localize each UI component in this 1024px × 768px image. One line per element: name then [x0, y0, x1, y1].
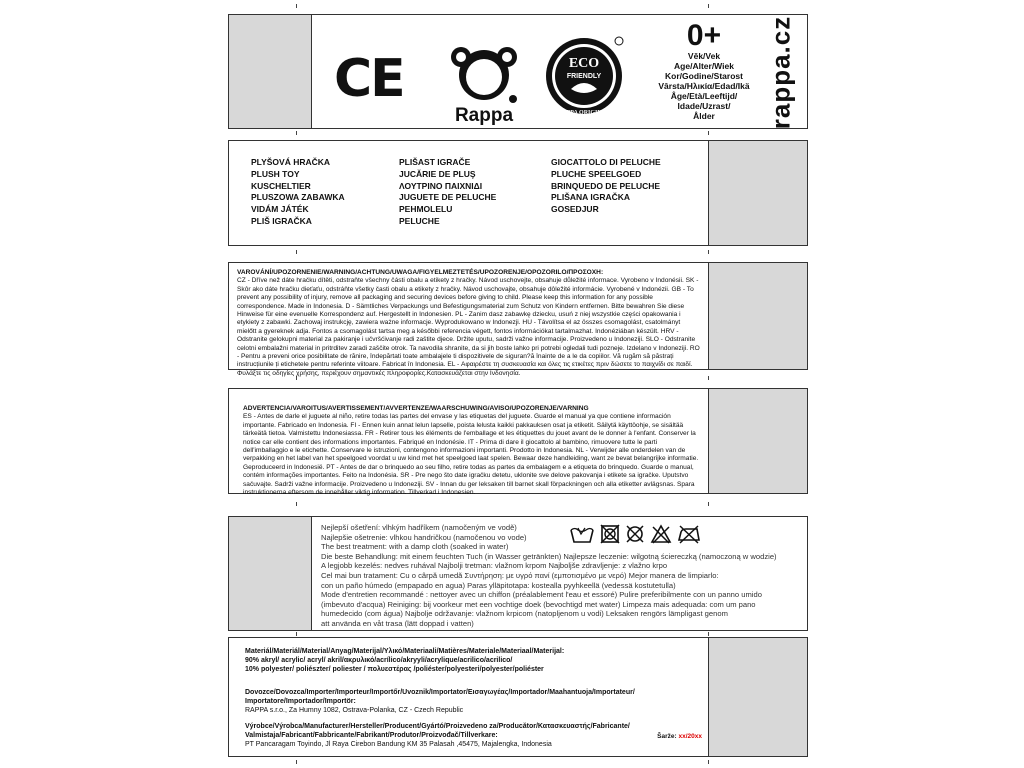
product-name-column	[251, 157, 345, 228]
product-name: PLIŠAST IGRAČE	[399, 157, 471, 167]
cut-mark	[708, 502, 709, 506]
friendly-text: FRIENDLY	[566, 73, 602, 80]
product-name: PLIŠ IGRAČKA	[251, 215, 312, 226]
rappa-original-text: RAPPA ORIGINAL	[557, 110, 611, 116]
batch-label: Šarže:	[657, 733, 677, 740]
ce-mark: CE	[334, 49, 404, 109]
cut-mark	[296, 632, 297, 636]
product-name: KUSCHELTIER	[251, 180, 311, 191]
age-label: Idade/Uzrast/	[677, 101, 731, 111]
cut-mark	[296, 502, 297, 506]
website-vertical	[757, 15, 805, 130]
producer-heading: Valmistaja/Fabricant/Fabbricante/Fabrikant/Produtor/Proizvođač/Tillverkare:	[245, 732, 498, 740]
cut-mark	[708, 131, 709, 135]
product-name: PELUCHE	[399, 215, 440, 226]
warning-text-block	[237, 269, 701, 378]
product-name: BRINQUEDO DE PELUCHE	[551, 180, 661, 191]
batch-value: xx/20xx	[678, 733, 702, 740]
product-name: JUGUETE DE PELUCHE	[399, 192, 497, 203]
rappa-bear-logo	[439, 37, 529, 127]
cut-mark	[708, 250, 709, 254]
importer-address: RAPPA s.r.o., Za Humny 1082, Ostrava-Polanka, CZ - Czech Republic	[245, 706, 464, 714]
producer-heading: Výrobce/Výrobca/Manufacturer/Hersteller/Producent/Gyártó/Proizvedeno za/Producător/Κατασκευαστής/Fabricante/	[245, 723, 630, 731]
care-line: (imbevuto d'acqua) Reiniging: bij voorkeur met een vochtige doek (bevochtigd met water) Limpeza mais adequada: com um pano	[321, 599, 756, 609]
cut-mark	[708, 4, 709, 8]
care-line: Mode d'entretien recommandé : nettoyer avec un chiffon (préalablement l'eau et essoré) Pulire preferibilmente con un panno umido	[321, 590, 762, 600]
care-line: Cel mai bun tratament: Cu o cârpă umedă Συντήρηση: με υγρό πανί (εμποτισμένο με νερό) Mejor manera de limpiarlo:	[321, 570, 719, 580]
product-name: GOSEDJUR	[551, 204, 599, 215]
product-name: PLIŠANA IGRAČKA	[551, 192, 631, 203]
product-name: ΛΟΥΤΡΙΝΟ ΠΑΙΧΝΙΔΙ	[399, 180, 483, 191]
gray-panel	[708, 263, 807, 369]
material-composition: 90% akryl/ acrylic/ acryl/ akril/ακρυλικό/acrílico/akryyli/acrylique/acrilico/acrilico/	[245, 656, 513, 664]
label-strip-care	[228, 516, 808, 631]
producer-address: PT Pancaragam Toyindo, Jl Raya Cirebon Bandung KM 35 Palasah ,45475, Majalengka, Indonesia	[245, 741, 552, 749]
warning-text-block	[243, 405, 703, 497]
care-line: Najlepšie ošetrenie: vlhkou handričkou (namočenou vo vode)	[321, 532, 527, 542]
product-name: PLUSH TOY	[251, 168, 300, 179]
age-label: Kor/Godine/Starost	[665, 71, 743, 81]
product-name: PLUSZOWA ZABAWKA	[251, 192, 345, 203]
material-heading: Materiál/Materiál/Material/Anyag/Materijal/Υλικό/Materiaali/Matières/Materiale/Materiaal/Materijal:	[245, 648, 565, 655]
care-line: con un paño húmedo (empapado en agua) Paras ylläpitotapa: kostealla pyyhkeellä (vedessä kostutetulla)	[321, 580, 676, 590]
age-label: Age/Alter/Wiek	[674, 61, 734, 71]
age-label: Ålder	[693, 111, 715, 121]
cut-mark	[296, 131, 297, 135]
material-composition: 10% polyester/ poliészter/ poliester / πολυεστέρας /poliéster/polyesteri/polyester/poliéster	[245, 665, 544, 673]
product-name: GIOCATTOLO DI PELUCHE	[551, 157, 661, 167]
age-block	[649, 21, 759, 121]
age-label: Věk/Vek	[687, 51, 721, 61]
age-value: 0+	[686, 19, 722, 52]
product-name: VIDÁM JÁTÉK	[251, 204, 309, 215]
care-line: Nejlepší ošetření: vlhkým hadříkem (namočeným ve vodě)	[321, 523, 517, 532]
cut-mark	[708, 760, 709, 764]
product-name-column	[399, 157, 496, 228]
website-text: rappa.cz	[765, 15, 796, 130]
care-line: The best treatment: with a damp cloth (soaked in water)	[321, 542, 509, 552]
care-line: A legjobb kezelés: nedves ruhával Najbolji tretman: vlažnom krpom Najboljše zdravljenje: z vlažno krpo	[321, 561, 668, 571]
gray-panel	[708, 389, 807, 493]
age-label: Vârsta/Ηλικία/Edad/Ikä	[658, 81, 750, 91]
care-line: att använda en våt trasa (lätt doppad i vatten)	[321, 618, 474, 628]
brand-name: Rappa	[454, 105, 514, 126]
cut-mark	[708, 632, 709, 636]
cut-mark	[296, 4, 297, 8]
product-name: PEHMOLELU	[399, 204, 453, 215]
care-line: humedecido (com água) Najbolje održavanje: vlažnom krpicom (natopljenom u vodi) Leksaken rengörs lämpligast genom	[321, 609, 728, 619]
importer-heading: Dovozce/Dovozca/Importer/Importeur/Importőr/Uvoznik/Importator/Εισαγωγέας/Importador/Maahantuoja/Importateur/	[245, 688, 635, 696]
label-strip-material	[228, 637, 808, 757]
product-name: PLUCHE SPEELGOED	[551, 168, 642, 179]
product-name: PLYŠOVÁ HRAČKA	[251, 157, 331, 167]
label-strip-warning-2	[228, 388, 808, 497]
product-name-column	[551, 157, 661, 216]
cut-mark	[296, 250, 297, 254]
material-text-block	[245, 648, 699, 750]
label-strip-warning	[228, 262, 808, 377]
label-strip-product-names	[228, 140, 808, 246]
product-name: JUCĂRIE DE PLUŞ	[399, 168, 476, 179]
age-label: Âge/Età/Leeftijd/	[670, 91, 738, 101]
warning-heading: VAROVÁNÍ/UPOZORNENIE/WARNING/ACHTUNG/UWAGA/FIGYELMEZTETÉS/UPOZORENJE/OPOZORILO/ΠΡΟΣΟΧΗ:	[237, 269, 604, 276]
batch-number	[657, 733, 702, 740]
warning-text: ES - Antes de darle el juguete al niño, retire todas las partes del envase y las etiquetas del juguete. Guarde el manual ya que contiene información importante. Fabricado en Indonesia. FI - Ennen kuin annat lelun lapselle, poista lelusta kaikki pakkauksen osat ja etiketit. Säilytä käyttöohje, se sisältää tärkeätä tietoa. Valmistettu Indonesiassa. FR - Retirer tous les éléments de l'emballage et les étiquettes du jouet avant de le donner à l'enfant. Conserver la notice car elle contient des informations importantes. Fabriqué en Indonésie. IT - Prima di dare il giocattolo al bambino, rimuovere tutte le parti dell'imballaggio e le etichette. Conservare le istruzioni, contengono informazioni importanti. Prodotto in Indonesia. NL - Verwijder alle onderdelen van de verpakking en het label van het speelgoed voordat u uw kind met het speelgoed laat spelen. Bewaar deze handleiding, want ze bevat belangrijke informatie. Geproduceerd in Indonesië. PT - Antes de dar o brinquedo ao seu filho, retire todas as partes da embalagem e a etiqueta do brinquedo. Guarde o manual, contém informações importantes. Feito na Indonésia. SR - Pre nego što date igračku detetu, uklonite sve delove pakovanja i etikete sa igračke. Uputstvo sačuvajte. Sadrži važne informacije. Proizvedeno u Indoneziji. SV - Innan du ger leksaken till barnet skall förpackningen och alla etiketter avlägsnas. Spara instruktionerna eftersom de innehåller viktig information. Tillverkad i Indonesien.	[243, 413, 699, 497]
gray-panel	[229, 517, 312, 630]
cut-mark	[708, 376, 709, 380]
gray-panel	[229, 15, 312, 128]
care-text-block	[321, 523, 799, 629]
cut-mark	[296, 760, 297, 764]
warning-heading: ADVERTENCIA/VAROITUS/AVERTISSEMENT/AVVERTENZE/WAARSCHUWING/AVISO/UPOZORENJE/VARNING	[243, 405, 589, 412]
care-line: Die beste Behandlung: mit einem feuchten Tuch (in Wasser getränkten) Najlepsze leczenie: wilgotną ściereczką (namoczoną w wodzie)	[321, 551, 777, 561]
gray-panel	[708, 141, 807, 245]
warning-text: CZ - Dříve než dáte hračku dítěti, odstraňte všechny části obalu a etikety z hračky. Návod uschovejte, obsahuje důležité informace. Vyrobeno v Indonésii. SK - Skôr ako dáte hračku dieťaťu, odstráňte všetky časti obalu a etikety z hračky. Návod uschovajte, obsahuje dôležité informácie. Vyrobené v Indonézii. GB - To prevent any possibility of injury, remove all packaging and securing devices before giving to child. Please keep this information for any possible correspondence. Made in Indonesia. D - Sämtliches Verpackungs und Befestigungsmaterial zum Schutz von Kindern entfernen. Bitte bewahren Sie diese Hinweise für eine evenuelle Korrespondenz auf. Hergestellt in Indonesien. PL - Zanim dasz zabawkę dziecku, usuń z niej wszystkie części opakowania i etykiety z zabawki. Zachowaj instrukcję, zawiera ważne informacje. Wyprodukowano w Indonezji. HU - Távolítsa el az összes csomagolást, csatolmányt mielőtt a gyereknek adja. Fontos a csomagolást tartsa meg a későbbi referencia végett, fontos információkat tartalmazhat. Indonéziában készült. HRV - Odstranite gelokupni material za pakiranje i učvršćivanje radi zaštite djece. Držite uputu, sadrži važne informacije. Proizvedeno u Indoneziji. SLO - Odstranite celotni embalažni material in pritrditev zaradi zaščite otrok. Ta navodila shranite, da si jih boste lahko pri potrebi ogledali tudi pozneje. Izdelano v Indoneziji. RO - Pentru a preveni orice posibilitate de rănire, îndepărtati toate ambalajele ti dispozitivele de siguran?ă înainte de a le da copiilor. Vă rugăm să păstrați instrucțiunile ți etichetele pentru referinte viitoare. Fabricat în Indonesia. EL - Αφαιρέστε τη συσκευασία και όλες τις ετικέτες πριν δώσετε το παιχνίδι σε παιδί. Φυλάξτε τις οδηγίες χρήσης, περιέχουν σημαντικές πληροφορίες.Κατασκευάζεται στην Ινδονησία.	[237, 277, 700, 377]
eco-friendly-badge	[541, 33, 627, 119]
importer-heading: Importatore/Importador/Importör:	[245, 697, 356, 705]
label-strip-logos	[228, 14, 808, 129]
gray-panel	[708, 638, 807, 756]
eco-text: ECO	[568, 56, 600, 71]
